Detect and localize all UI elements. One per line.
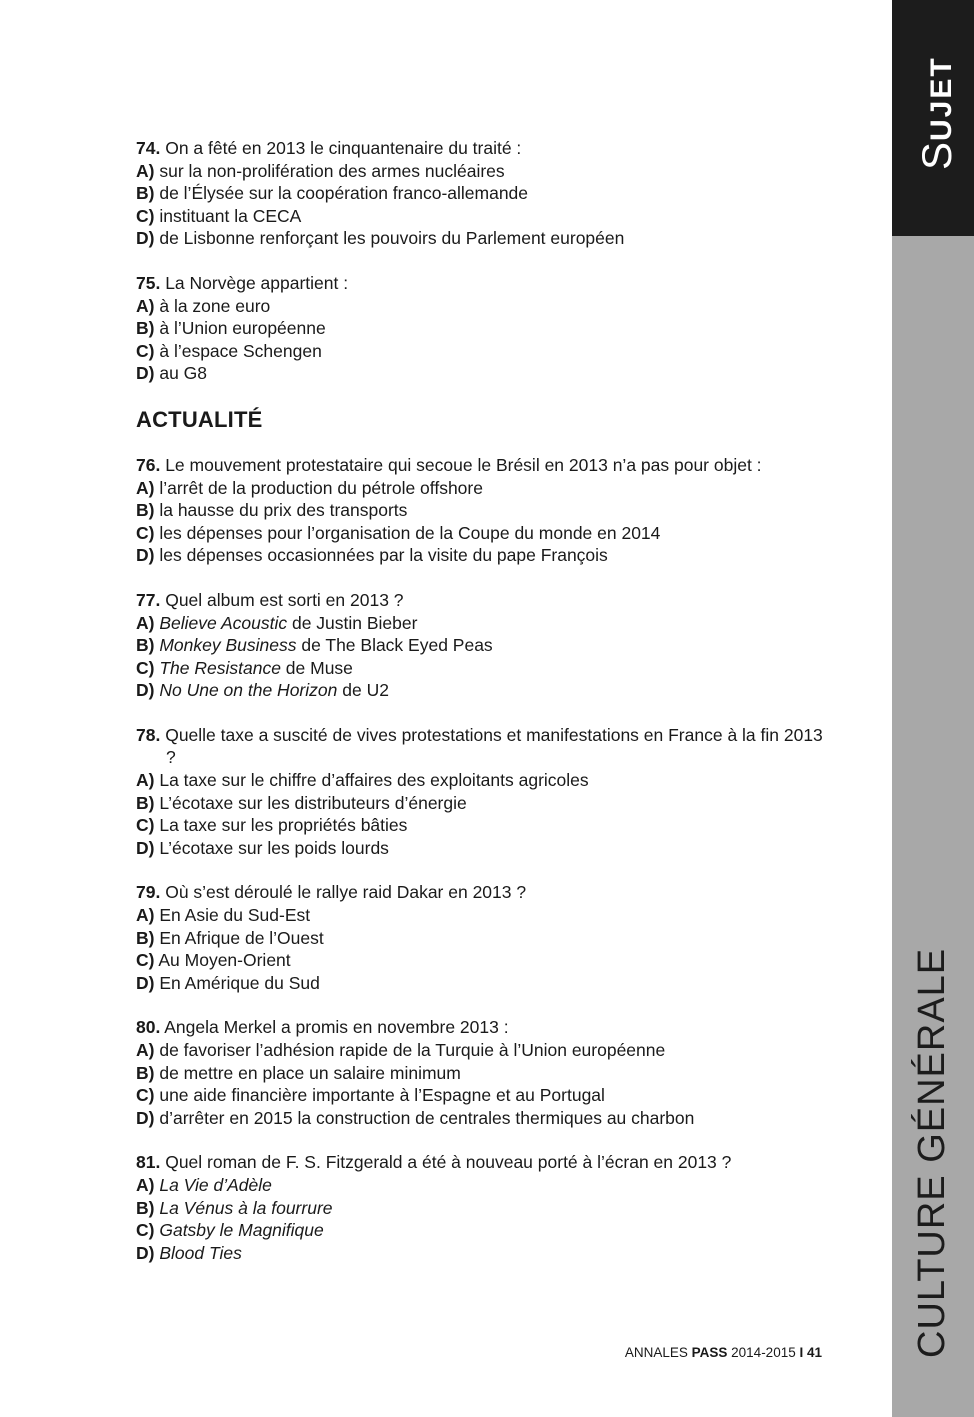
option-letter: B) — [136, 318, 155, 339]
option-title: Gatsby le Magnifique — [159, 1220, 324, 1241]
question-number: 81. — [136, 1152, 161, 1173]
question-text — [136, 272, 826, 295]
question-number: 75. — [136, 272, 161, 293]
option-letter: A) — [136, 1040, 155, 1060]
option-text: de favoriser l’adhésion rapide de la Turquie à l’Union européenne — [159, 1040, 666, 1060]
option-letter: B) — [136, 183, 155, 204]
question-number: 74. — [136, 138, 161, 158]
option-text: L’écotaxe sur les distributeurs d’énergie — [159, 792, 467, 813]
page-footer — [625, 1345, 822, 1361]
answer-option — [136, 1242, 826, 1265]
question-text — [136, 1016, 826, 1039]
option-title: Monkey Business — [159, 635, 297, 656]
option-letter: A) — [136, 612, 155, 633]
option-title: Blood Ties — [159, 1242, 242, 1263]
option-letter: D) — [136, 972, 155, 993]
question-prompt: Angela Merkel a promis en novembre 2013 : — [164, 1017, 509, 1038]
option-letter: C) — [136, 1220, 155, 1241]
option-title: La Vie d’Adèle — [159, 1174, 272, 1195]
answer-option — [136, 477, 826, 500]
option-title: Believe Acoustic — [159, 612, 288, 633]
answer-option — [136, 1084, 826, 1107]
question — [136, 272, 826, 385]
option-letter: D) — [136, 545, 155, 566]
answer-option — [136, 972, 826, 995]
option-text: La taxe sur le chiffre d’affaires des exploitants agricoles — [159, 770, 589, 791]
section-title: ACTUALITÉ — [136, 406, 263, 432]
answer-option — [136, 949, 826, 972]
answer-option — [136, 160, 826, 183]
question-number: 77. — [136, 589, 161, 610]
question-text — [136, 881, 826, 904]
answer-option — [136, 1219, 826, 1242]
option-letter: A) — [136, 295, 155, 316]
question-number: 79. — [136, 882, 161, 903]
option-letter: C) — [136, 657, 155, 678]
answer-option — [136, 837, 826, 860]
footer-years: 2014-2015 — [727, 1345, 800, 1360]
question — [136, 137, 826, 250]
option-text: La taxe sur les propriétés bâties — [159, 815, 408, 836]
option-text: Au Moyen-Orient — [158, 950, 291, 971]
question-number: 76. — [136, 454, 161, 475]
content-area — [136, 137, 826, 1286]
option-title: The Resistance — [159, 657, 281, 678]
sidebar-sujet-label: SUJET — [913, 56, 960, 170]
option-letter: C) — [136, 950, 155, 971]
option-letter: C) — [136, 205, 155, 226]
question-number: 78. — [136, 724, 161, 745]
option-text: de l’Élysée sur la coopération franco-allemande — [159, 183, 529, 204]
answer-option — [136, 1197, 826, 1220]
question-prompt: On a fêté en 2013 le cinquantenaire du traité : — [165, 138, 522, 158]
question — [136, 881, 826, 994]
answer-option — [136, 634, 826, 657]
answer-option — [136, 499, 826, 522]
option-text: En Amérique du Sud — [159, 972, 320, 993]
answer-option — [136, 792, 826, 815]
option-letter: C) — [136, 522, 155, 543]
answer-option — [136, 362, 826, 385]
option-title: No Une on the Horizon — [159, 680, 338, 701]
answer-option — [136, 340, 826, 363]
option-text: au G8 — [159, 363, 208, 384]
option-title: La Vénus à la fourrure — [159, 1197, 333, 1218]
answer-option — [136, 227, 826, 250]
option-letter: D) — [136, 363, 155, 384]
question-prompt: Quel album est sorti en 2013 ? — [165, 589, 404, 610]
option-text: de Justin Bieber — [287, 612, 418, 633]
question-text — [136, 1151, 826, 1174]
option-letter: D) — [136, 680, 155, 701]
option-text: de The Black Eyed Peas — [296, 635, 493, 656]
question-prompt: La Norvège appartient : — [165, 272, 349, 293]
option-text: sur la non-prolifération des armes nucléaires — [159, 160, 505, 181]
question-prompt: Le mouvement protestataire qui secoue le Brésil en 2013 n’a pas pour objet : — [165, 454, 762, 475]
answer-option — [136, 927, 826, 950]
answer-option — [136, 1174, 826, 1197]
question-text — [136, 724, 826, 769]
question — [136, 1016, 826, 1129]
option-text: d’arrêter en 2015 la construction de centrales thermiques au charbon — [159, 1107, 695, 1128]
option-text: de U2 — [337, 680, 389, 701]
option-letter: B) — [136, 1062, 155, 1083]
question-prompt: Où s’est déroulé le rallye raid Dakar en 2013 ? — [165, 882, 527, 903]
question-prompt: Quelle taxe a suscité de vives protestations et manifestations en France à la fin 2013 ? — [165, 724, 823, 768]
option-letter: B) — [136, 927, 155, 948]
sidebar-culture-label: CULTURE GÉNÉRALE — [911, 947, 953, 1358]
question-text — [136, 137, 826, 160]
question — [136, 454, 826, 567]
question-prompt: Quel roman de F. S. Fitzgerald a été à nouveau porté à l’écran en 2013 ? — [165, 1152, 732, 1173]
option-text: L’écotaxe sur les poids lourds — [159, 837, 389, 858]
option-text: de Lisbonne renforçant les pouvoirs du Parlement européen — [159, 228, 625, 249]
option-letter: A) — [136, 1174, 155, 1195]
option-text: l’arrêt de la production du pétrole offshore — [159, 477, 483, 498]
option-letter: B) — [136, 1197, 155, 1218]
question-text — [136, 454, 826, 477]
answer-option — [136, 1039, 826, 1062]
answer-option — [136, 679, 826, 702]
option-letter: A) — [136, 905, 155, 926]
answer-option — [136, 657, 826, 680]
question — [136, 724, 826, 860]
question-number: 80. — [136, 1017, 161, 1038]
option-letter: B) — [136, 635, 155, 656]
option-letter: C) — [136, 340, 155, 361]
option-letter: D) — [136, 1242, 155, 1263]
option-letter: B) — [136, 792, 155, 813]
answer-option — [136, 814, 826, 837]
footer-brand: PASS — [691, 1345, 728, 1360]
option-text: les dépenses occasionnées par la visite du pape François — [159, 545, 608, 566]
option-letter: B) — [136, 500, 155, 521]
footer-prefix: ANNALES — [624, 1345, 692, 1360]
option-letter: C) — [136, 1085, 155, 1106]
answer-option — [136, 295, 826, 318]
option-text: à l’espace Schengen — [159, 340, 322, 361]
answer-option — [136, 544, 826, 567]
option-letter: A) — [136, 477, 155, 498]
footer-page-number: I 41 — [799, 1345, 822, 1360]
answer-option — [136, 182, 826, 205]
option-text: la hausse du prix des transports — [159, 500, 408, 521]
question — [136, 1151, 826, 1264]
option-text: En Afrique de l’Ouest — [159, 927, 324, 948]
answer-option — [136, 1062, 826, 1085]
option-letter: C) — [136, 815, 155, 836]
questions-block-b — [136, 454, 826, 1264]
answer-option — [136, 769, 826, 792]
answer-option — [136, 522, 826, 545]
option-text: En Asie du Sud-Est — [159, 905, 311, 926]
answer-option — [136, 904, 826, 927]
question-text — [136, 589, 826, 612]
option-text: de mettre en place un salaire minimum — [159, 1062, 461, 1083]
option-text: les dépenses pour l’organisation de la Coupe du monde en 2014 — [159, 522, 661, 543]
option-text: de Muse — [280, 657, 353, 678]
option-text: une aide financière importante à l’Espagne et au Portugal — [159, 1085, 605, 1106]
option-letter: D) — [136, 1107, 155, 1128]
option-text: instituant la CECA — [159, 205, 302, 226]
questions-block-a — [136, 137, 826, 385]
option-text: à la zone euro — [159, 295, 271, 316]
option-letter: D) — [136, 228, 155, 249]
answer-option — [136, 205, 826, 228]
answer-option — [136, 612, 826, 635]
answer-option — [136, 317, 826, 340]
question — [136, 589, 826, 702]
option-letter: A) — [136, 770, 155, 791]
option-letter: A) — [136, 160, 155, 181]
option-letter: D) — [136, 837, 155, 858]
answer-option — [136, 1107, 826, 1130]
option-text: à l’Union européenne — [159, 318, 326, 339]
